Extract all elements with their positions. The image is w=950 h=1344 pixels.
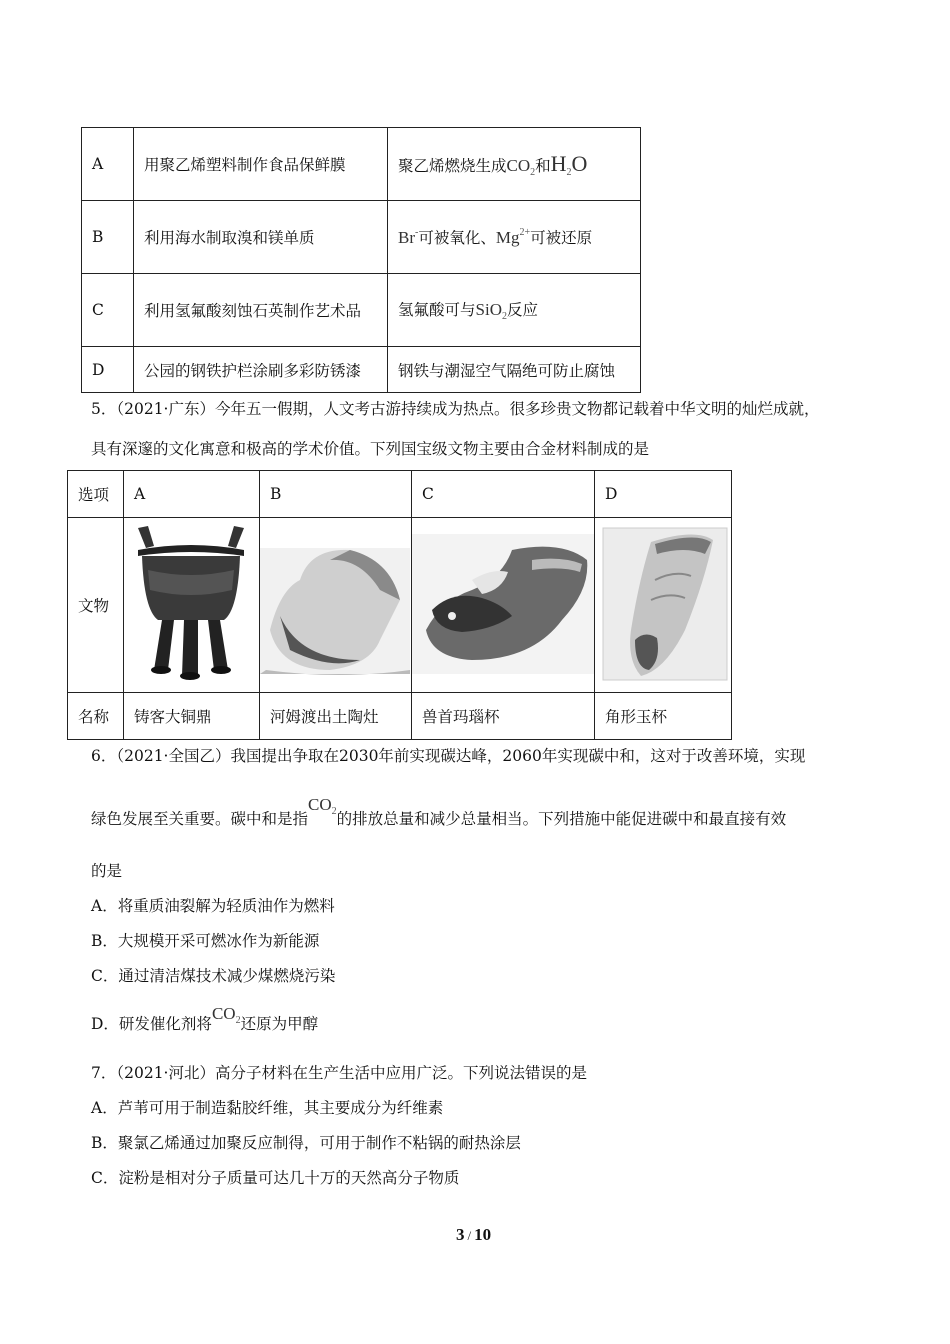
row-a-usage: 用聚乙烯塑料制作食品保鲜膜 [134,128,388,201]
artifact-table [67,470,732,740]
name-c: 兽首玛瑙杯 [411,693,594,740]
artifact-cell-d [595,518,732,693]
row-d-reason: 钢铁与潮湿空气隔绝可防止腐蚀 [388,347,641,393]
row-label-artifact: 文物 [68,518,124,693]
name-b: 河姆渡出土陶灶 [260,693,412,740]
header-a: A [124,471,260,518]
header-d: D [595,471,732,518]
q6-stem-line1: 6．（2021·全国乙）我国提出争取在2030年前实现碳达峰，2060年实现碳中和，这对于改善环境，实现 [91,747,806,765]
q5-stem-line2: 具有深邃的文化寓意和极高的学术价值。下列国宝级文物主要由合金材料制成的是 [91,440,650,458]
options-table [81,127,641,393]
row-c-usage: 利用氢氟酸刻蚀石英制作艺术品 [134,274,388,347]
row-c-option: C [82,274,134,347]
q6-option-d: D．研发催化剂将$CO_2$还原为甲醇 [91,1004,319,1033]
artifact-cell-c [411,518,594,693]
artifact-cell-a [124,518,260,693]
artifact-cell-b [260,518,412,693]
pottery-stove-icon [260,520,410,690]
page-number: 3 / 10 [456,1225,492,1244]
jade-cup-icon [595,520,731,690]
header-c: C [411,471,594,518]
row-a-option: A [82,128,134,201]
q6-stem-line3: 的是 [91,862,123,880]
name-d: 角形玉杯 [595,693,732,740]
bronze-ding-icon [124,520,258,690]
q5-stem-line1: 5．（2021·广东）今年五一假期，人文考古游持续成为热点。很多珍贵文物都记载着中华文明的灿烂成就， [91,400,820,418]
row-label-name: 名称 [68,693,124,740]
header-b: B [260,471,412,518]
q7-option-b: B．聚氯乙烯通过加聚反应制得，可用于制作不粘锅的耐热涂层 [91,1134,521,1152]
q6-stem-line2: 绿色发展至关重要。碳中和是指$CO_2$的排放总量和减少总量相当。下列措施中能促进碳中和最直接有效 [91,795,787,828]
row-a-reason: 聚乙烯燃烧生成$CO_2$和$H_2O$ [388,128,641,201]
q7-option-a: A．芦苇可用于制造黏胶纤维，其主要成分为纤维素 [91,1099,444,1117]
row-c-reason: 氢氟酸可与SiO$_2$反应 [388,274,641,347]
q6-option-a: A．将重质油裂解为轻质油作为燃料 [91,897,335,915]
row-b-option: B [82,201,134,274]
row-d-option: D [82,347,134,393]
q7-stem: 7．（2021·河北）高分子材料在生产生活中应用广泛。下列说法错误的是 [91,1064,587,1082]
header-option: 选项 [68,471,124,518]
row-b-reason: Br-可被氧化、$Mg^{2+}$可被还原 [388,201,641,274]
q6-option-c: C．通过清洁煤技术减少煤燃烧污染 [91,967,336,985]
q7-option-c: C．淀粉是相对分子质量可达几十万的天然高分子物质 [91,1169,460,1187]
row-d-usage: 公园的钢铁护栏涂刷多彩防锈漆 [134,347,388,393]
q6-option-b: B．大规模开采可燃冰作为新能源 [91,932,320,950]
name-a: 铸客大铜鼎 [124,693,260,740]
agate-cup-icon [412,520,594,690]
row-b-usage: 利用海水制取溴和镁单质 [134,201,388,274]
